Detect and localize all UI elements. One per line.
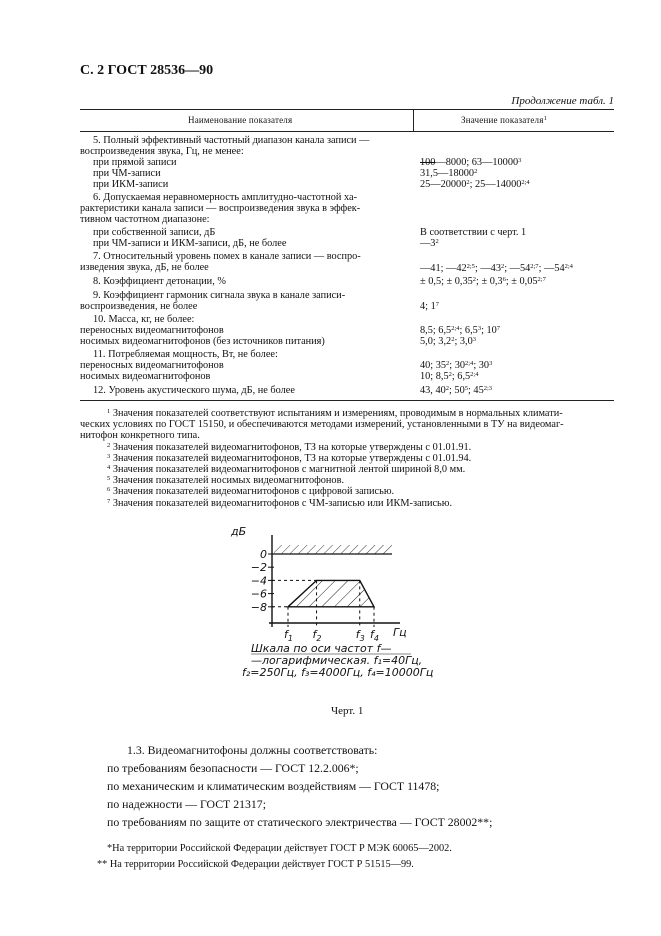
freq-label: $f_3$ bbox=[355, 628, 365, 643]
y-tick-label: −8 bbox=[250, 600, 267, 614]
table-row-name: при ЧМ-записи и ИКМ-записи, дБ, не более bbox=[93, 238, 287, 249]
table-bottom-rule bbox=[80, 400, 614, 401]
table-row-value: 25—20000$^2$; 25—14000$^{2;4}$ bbox=[420, 179, 530, 190]
table-row-name: воспроизведения звука, Гц, не менее: bbox=[80, 146, 244, 157]
table-footnote-line: $^5$ Значения показателей носимых видеомагнитофонов. bbox=[107, 475, 345, 487]
freq-label: $f_4$ bbox=[370, 628, 379, 643]
table-row-name: изведения звука, дБ, не более bbox=[80, 262, 209, 273]
table-row-name: 9. Коэффициент гармоник сигнала звука в канале записи- bbox=[93, 290, 346, 301]
requirement-item: по механическим и климатическим воздействиям — ГОСТ 11478; bbox=[107, 779, 440, 793]
y-tick-label: −6 bbox=[250, 587, 267, 601]
table-row-value: 40; $35^2$; 30$^{2;4}$; $30^3$ bbox=[420, 360, 493, 371]
table-row-name: носимых видеомагнитофонов (без источников питания) bbox=[80, 336, 325, 347]
upper-limit-hatch bbox=[274, 545, 392, 554]
table-row-name: рактеристики канала записи — воспроизведения звука в эффек- bbox=[80, 203, 361, 214]
table-row-value: 43, $40^2$; $50^5$; 45$^{2;3}$ bbox=[420, 385, 493, 396]
table-row-value: 5,0; $3,2^2$; $3,0^3$ bbox=[420, 336, 476, 347]
requirement-item: по требованиям безопасности — ГОСТ 12.2.006*; bbox=[107, 761, 359, 775]
table-row-value: 100—8000; 63—10000$^3$ bbox=[420, 157, 522, 168]
col1-header: Наименование показателя bbox=[188, 115, 293, 125]
table-footnote-line: $^6$ Значения показателей видеомагнитофонов с цифровой записью. bbox=[107, 486, 395, 498]
table-row-value: 8,5; 6,5$^{2;4}$; $6,5^3$; $10^7$ bbox=[420, 325, 501, 336]
table-row-name: 7. Относительный уровень помех в канале записи — воспро- bbox=[93, 251, 361, 262]
chart-note-line: f₂=250Гц, f₃=4000Гц, f₄=10000Гц bbox=[242, 666, 434, 679]
table-row-value: 31,5—18000$^2$ bbox=[420, 168, 478, 179]
figure-caption: Черт. 1 bbox=[331, 705, 364, 717]
table-row-name: при собственной записи, дБ bbox=[93, 227, 216, 238]
table-row-name: 5. Полный эффективный частотный диапазон канала записи — bbox=[93, 135, 370, 146]
y-tick-label: −4 bbox=[250, 574, 267, 588]
requirement-item: по надежности — ГОСТ 21317; bbox=[107, 797, 266, 811]
table-footnote-line: нитофон конкретного типа. bbox=[80, 430, 200, 442]
chart-note-line: Шкала по оси частот f— bbox=[251, 642, 392, 655]
frequency-response-chart bbox=[225, 525, 465, 685]
table-footnote-line: ческих условиях по ГОСТ 15150, и обеспечиваются методами измерений, установленными в ТУ на видеомаг- bbox=[80, 419, 564, 431]
table-top-rule bbox=[80, 109, 614, 110]
y-tick-label: −2 bbox=[250, 561, 267, 575]
table-row-value: $—3^2$ bbox=[420, 238, 439, 249]
x-axis-label: Гц bbox=[393, 626, 407, 639]
table-row-value: 10; $8,5^2$; 6,5$^{2;4}$ bbox=[420, 371, 479, 382]
y-tick-label: 0 bbox=[260, 548, 267, 561]
table-row-name: воспроизведения, не более bbox=[80, 301, 198, 312]
table-row-name: при прямой записи bbox=[93, 157, 177, 168]
table-row-name: при ИКМ-записи bbox=[93, 179, 169, 190]
table-header-rule bbox=[80, 131, 614, 132]
table-row-value: —41; —42$^{2;5}$; $—43^2$; —54$^{2;7}$; —54$^{2;4}$ bbox=[420, 263, 573, 274]
table-row-name: переносных видеомагнитофонов bbox=[80, 360, 224, 371]
table-footnote-line: $^2$ Значения показателей видеомагнитофонов, ТЗ на которые утверждены с 01.01.91. bbox=[107, 441, 472, 453]
table-row-name: 12. Уровень акустического шума, дБ, не более bbox=[93, 385, 295, 396]
table-row-name: тивном частотном диапазоне: bbox=[80, 214, 210, 225]
table-footnote-line: $^3$ Значения показателей видеомагнитофонов, ТЗ на которые утверждены с 01.01.94. bbox=[107, 452, 472, 464]
requirement-item: по требованиям по защите от статического электричества — ГОСТ 28002**; bbox=[107, 815, 493, 829]
table-row-name: 6. Допускаемая неравномерность амплитудно-частотной ха- bbox=[93, 192, 358, 203]
table-header-divider bbox=[413, 109, 414, 131]
bottom-footnote: ** На территории Российской Федерации действует ГОСТ Р 51515—99. bbox=[97, 859, 414, 870]
tolerance-band bbox=[288, 580, 374, 606]
section-lead: 1.3. Видеомагнитофоны должны соответствовать: bbox=[127, 743, 378, 757]
table-row-name: 11. Потребляемая мощность, Вт, не более: bbox=[93, 349, 278, 360]
bottom-footnote: *На территории Российской Федерации действует ГОСТ Р МЭК 60065—2002. bbox=[107, 843, 452, 854]
table-footnote-line: $^1$ Значения показателей соответствуют испытаниям и измерениям, проводимым в нормальных климати- bbox=[107, 408, 563, 419]
table-continuation-label: Продолжение табл. 1 bbox=[511, 95, 614, 107]
table-row-value: 4; $1^7$ bbox=[420, 301, 439, 312]
chart-note-line: —логарифмическая. f₁=40Гц, bbox=[251, 654, 423, 667]
table-row-name: переносных видеомагнитофонов bbox=[80, 325, 224, 336]
page-title: С. 2 ГОСТ 28536—90 bbox=[80, 63, 214, 78]
col2-header: Значение показателя$^1$ bbox=[461, 115, 548, 125]
freq-label: $f_1$ bbox=[284, 628, 293, 643]
table-row-name: 10. Масса, кг, не более: bbox=[93, 314, 195, 325]
table-row-name: носимых видеомагнитофонов bbox=[80, 371, 211, 382]
freq-label: $f_2$ bbox=[312, 628, 322, 643]
table-footnote-line: $^7$ Значения показателей видеомагнитофонов с ЧМ-записью или ИКМ-записью. bbox=[107, 497, 453, 509]
table-row-name: при ЧМ-записи bbox=[93, 168, 161, 179]
table-row-name: 8. Коэффициент детонации, % bbox=[93, 276, 226, 287]
table-footnote-line: $^4$ Значения показателей видеомагнитофонов с магнитной лентой шириной 8,0 мм. bbox=[107, 464, 466, 475]
table-row-value: ± 0,5; ± $0,35^2$; ± $0,3^6$; ± $0,05^{2;7}$ bbox=[420, 276, 546, 287]
y-axis-label: дБ bbox=[231, 525, 247, 538]
table-row-value: В соответствии с черт. 1 bbox=[420, 227, 527, 238]
